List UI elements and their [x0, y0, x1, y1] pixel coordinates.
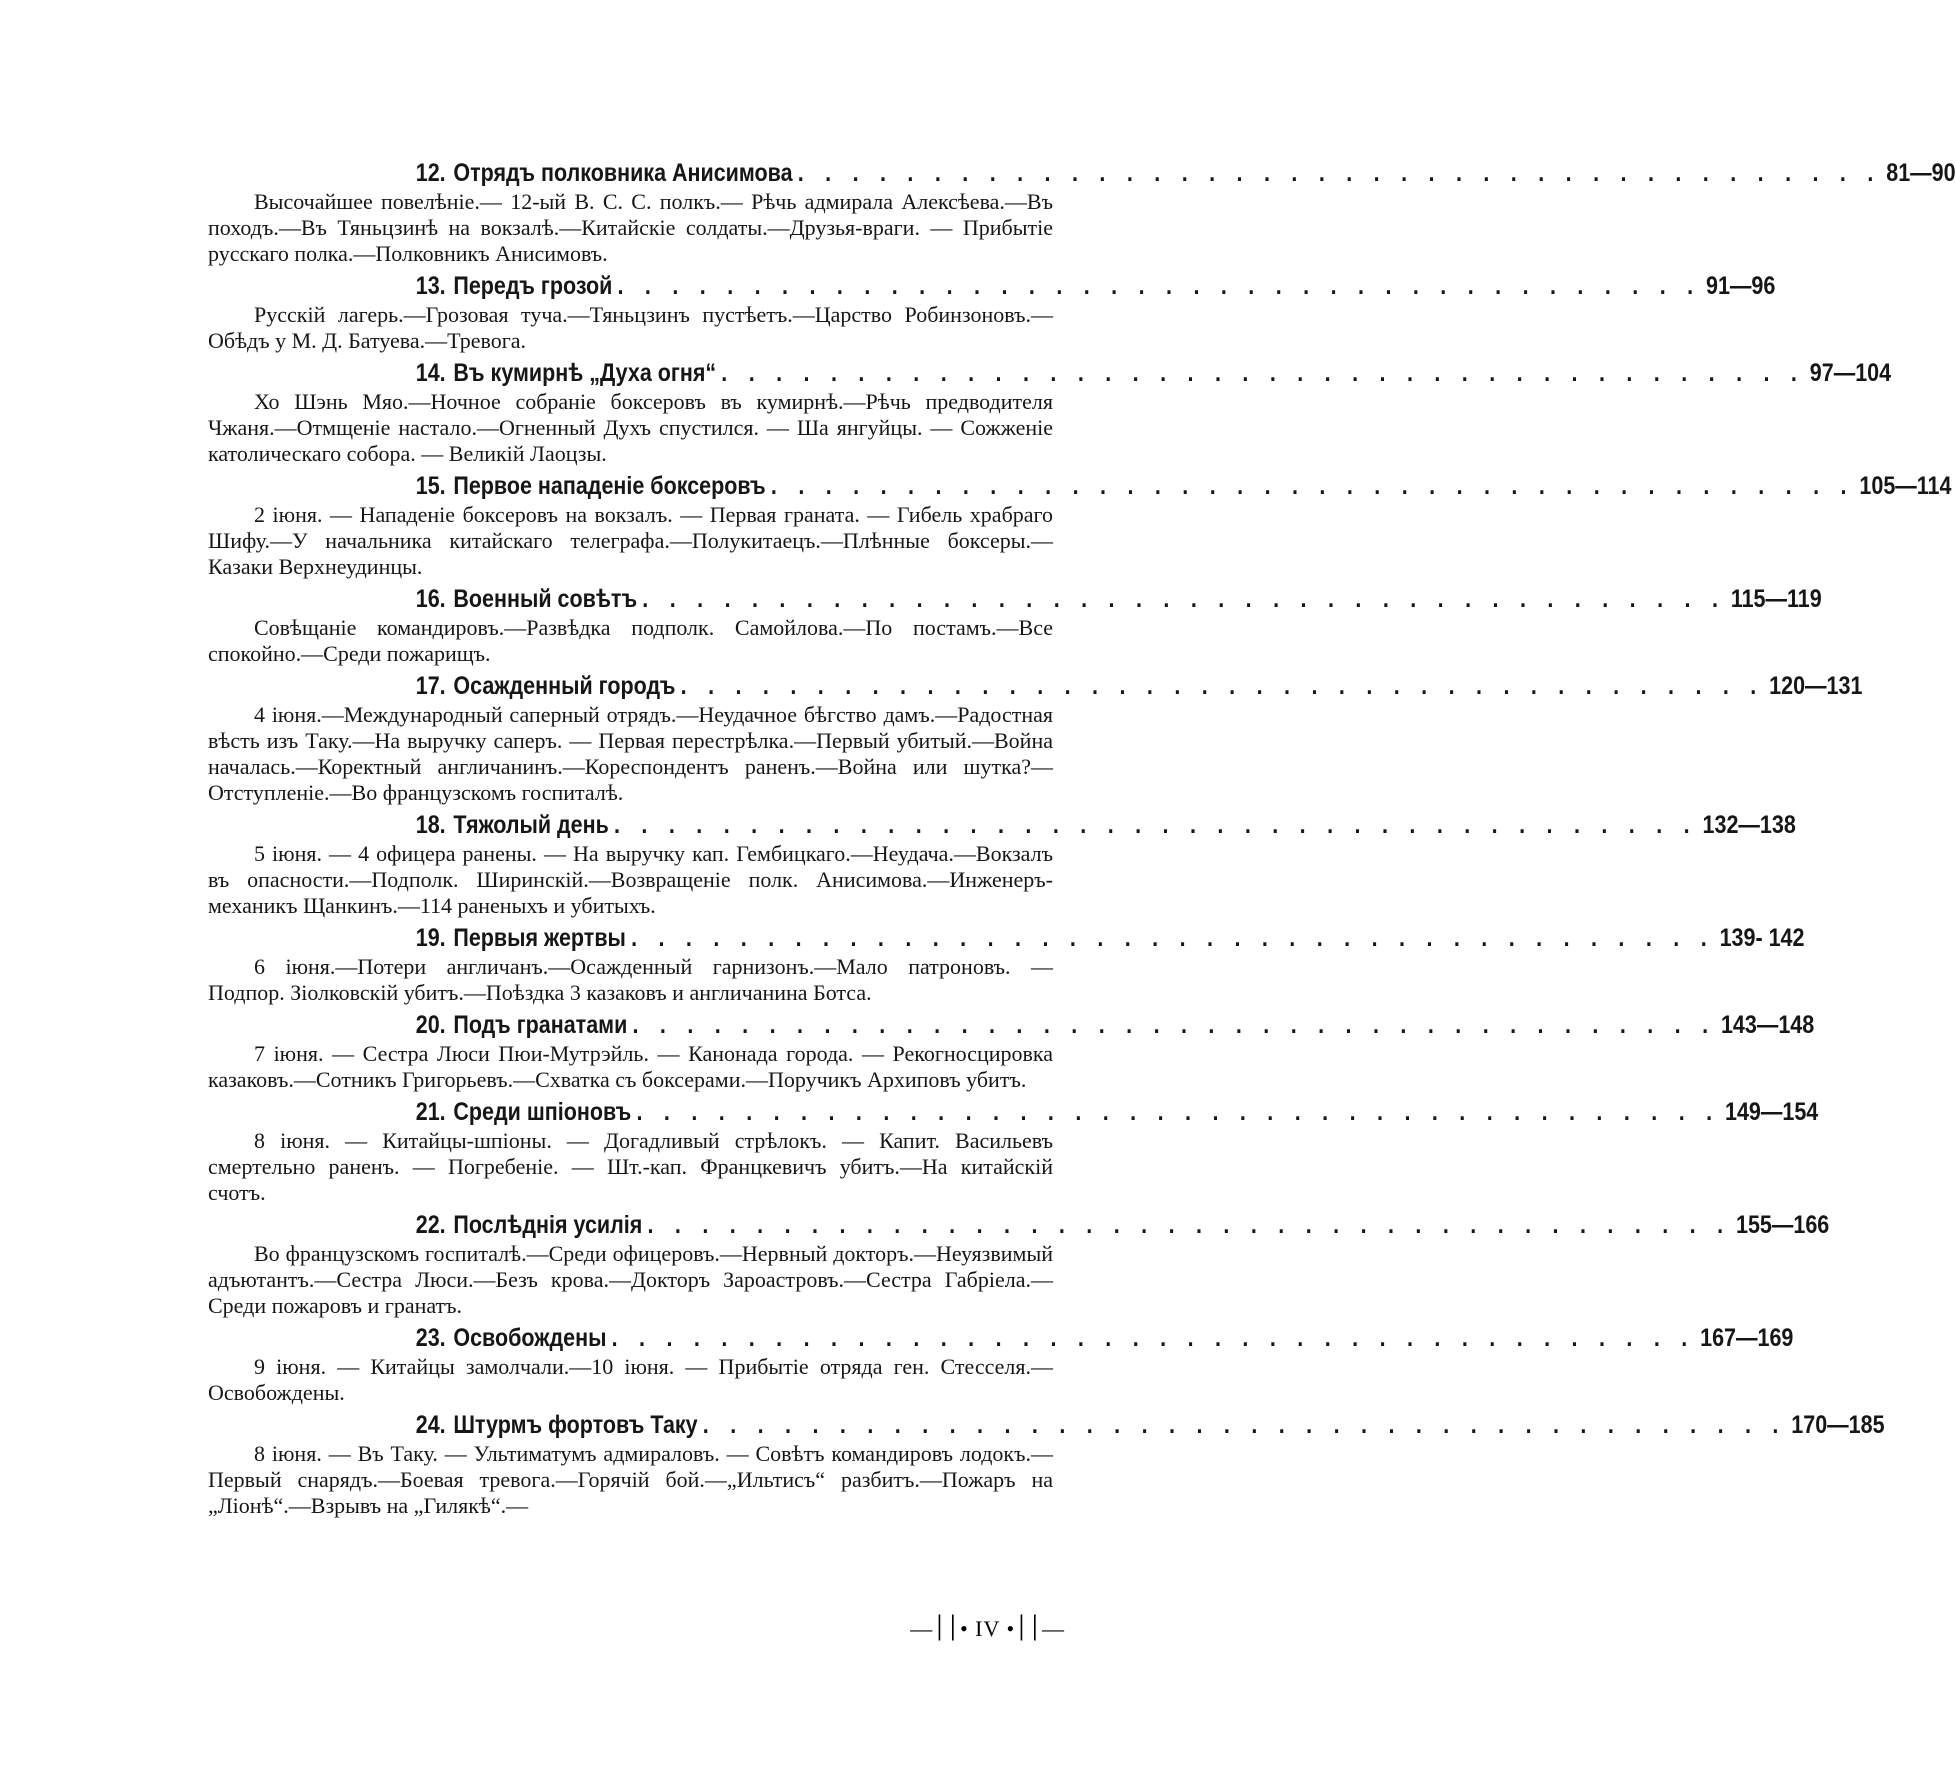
chapter-pages: 120—131 [1769, 672, 1863, 700]
chapter-summary: 8 іюня. — Китайцы-шпіоны. — Догадливый стрѣлокъ. — Капит. Васильевъ смертельно раненъ. — Погребеніе. — Шт.-кап. Францкевичъ убитъ.—На китайскій счотъ. [208, 1128, 1053, 1205]
chapter-number: 20. [415, 1011, 446, 1039]
chapter-summary: 6 іюня.—Потери англичанъ.—Осажденный гарнизонъ.—Мало патроновъ. — Подпор. Зіолковскій убитъ.—Поѣздка 3 казаковъ и англичанина Ботса. [208, 954, 1053, 1005]
chapter-pages: 132—138 [1702, 811, 1796, 839]
chapter-pages: 115—119 [1730, 585, 1822, 613]
chapter-number: 24. [415, 1411, 446, 1439]
chapter-pages: 167—169 [1700, 1324, 1794, 1352]
chapter-number: 19. [415, 924, 446, 952]
dot-leader: . . . . . . . . . . . . . . . . . . . . . . . . . . . . . . . . . . . . . . . . [636, 1098, 1720, 1126]
chapter-title: Послѣднія усилія [453, 1211, 643, 1239]
chapter-summary: 2 іюня. — Нападеніе боксеровъ на вокзалъ. — Первая граната. — Гибель храбраго Шифу.—У начальника китайскаго телеграфа.—Полукитаецъ.—Плѣнные боксеры.—Казаки Верхнеудинцы. [208, 502, 1053, 579]
dot-leader: . . . . . . . . . . . . . . . . . . . . . . . . . . . . . . . . . . . . . . . . [721, 359, 1805, 387]
chapter-heading [326, 584, 1822, 615]
chapter-pages: 149—154 [1725, 1098, 1819, 1126]
chapter-number: 23. [415, 1324, 446, 1352]
chapter-title: Военный совѣтъ [453, 585, 638, 613]
chapter-heading [326, 271, 1776, 302]
chapter-title: Освобождены [453, 1324, 607, 1352]
dot-leader: . . . . . . . . . . . . . . . . . . . . . . . . . . . . . . . . . . . . . . . . [702, 1411, 1787, 1439]
dot-leader: . . . . . . . . . . . . . . . . . . . . . . . . . . . . . . . . . . . . . . . . [611, 1324, 1695, 1352]
chapter-heading [326, 358, 1892, 389]
chapter-heading [326, 1210, 1830, 1241]
toc-entry-15 [208, 471, 1952, 580]
chapter-pages: 97—104 [1809, 359, 1892, 387]
chapter-number: 17. [415, 672, 446, 700]
chapter-title: Отрядъ полковника Анисимова [453, 159, 793, 187]
dot-leader: . . . . . . . . . . . . . . . . . . . . . . . . . . . . . . . . . . . . . . . . [642, 585, 1726, 613]
toc-entry-12 [208, 158, 1956, 267]
chapter-pages: 105—114 [1859, 472, 1952, 500]
chapter-number: 12. [415, 159, 446, 187]
chapter-summary: Совѣщаніе командировъ.—Развѣдка подполк. Самойлова.—По постамъ.—Все спокойно.—Среди пожарищъ. [208, 615, 1053, 666]
chapter-heading [326, 158, 1956, 189]
toc-entry-20 [208, 1010, 1815, 1093]
chapter-number: 16. [415, 585, 446, 613]
chapter-number: 22. [415, 1211, 446, 1239]
toc-entry-14 [208, 358, 1892, 467]
chapter-summary: 5 іюня. — 4 офицера ранены. — На выручку кап. Гембицкаго.—Неудача.—Вокзалъ въ опасности.—Подполк. Ширинскій.—Возвращеніе полк. Анисимова.—Инженеръ-механикъ Щанкинъ.—114 раненыхъ и убитыхъ. [208, 841, 1053, 918]
chapter-number: 21. [415, 1098, 446, 1126]
chapter-title: Передъ грозой [453, 272, 613, 300]
chapter-summary: 4 іюня.—Международный саперный отрядъ.—Неудачное бѣгство дамъ.—Радостная вѣсть изъ Таку.—На выручку саперъ. — Первая перестрѣлка.—Первый убитый.—Война началась.—Коректный англичанинъ.—Кореспондентъ раненъ.—Война или шутка?—Отступленіе.—Во французскомъ госпиталѣ. [208, 702, 1053, 805]
chapter-summary: 7 іюня. — Сестра Люси Пюи-Мутрэйль. — Канонада города. — Рекогносцировка казаковъ.—Сотникъ Григорьевъ.—Схватка съ боксерами.—Поручикъ Архиповъ убитъ. [208, 1041, 1053, 1092]
chapter-number: 13. [415, 272, 446, 300]
toc-entry-18 [208, 810, 1796, 919]
chapter-heading [326, 671, 1863, 702]
chapter-title: Первыя жертвы [453, 924, 626, 952]
chapter-number: 14. [415, 359, 446, 387]
chapter-pages: 139- 142 [1719, 924, 1805, 952]
dot-leader: . . . . . . . . . . . . . . . . . . . . . . . . . . . . . . . . . . . . . . . . [617, 272, 1701, 300]
chapter-number: 15. [415, 472, 446, 500]
chapter-title: Штурмъ фортовъ Таку [453, 1411, 698, 1439]
dot-leader: . . . . . . . . . . . . . . . . . . . . . . . . . . . . . . . . . . . . . . . . [770, 472, 1855, 500]
dot-leader: . . . . . . . . . . . . . . . . . . . . . . . . . . . . . . . . . . . . . . . . [631, 924, 1715, 952]
chapter-heading [326, 923, 1805, 954]
dot-leader: . . . . . . . . . . . . . . . . . . . . . . . . . . . . . . . . . . . . . . . . [632, 1011, 1716, 1039]
dot-leader: . . . . . . . . . . . . . . . . . . . . . . . . . . . . . . . . . . . . . . . . [680, 672, 1765, 700]
chapter-number: 18. [415, 811, 446, 839]
chapter-title: Осажденный городъ [453, 672, 676, 700]
toc-entry-17 [208, 671, 1863, 806]
chapter-heading [326, 1410, 1885, 1441]
toc-entry-13 [208, 271, 1776, 354]
chapter-summary: Во французскомъ госпиталѣ.—Среди офицеровъ.—Нервный докторъ.—Неуязвимый адъютантъ.—Сестра Люси.—Безъ крова.—Докторъ Зароастровъ.—Сестра Габріела.—Среди пожаровъ и гранатъ. [208, 1241, 1053, 1318]
chapter-pages: 170—185 [1791, 1411, 1885, 1439]
chapter-heading [326, 1097, 1819, 1128]
chapter-summary: 9 іюня. — Китайцы замолчали.—10 іюня. — Прибытіе отряда ген. Стесселя.—Освобождены. [208, 1354, 1053, 1405]
dot-leader: . . . . . . . . . . . . . . . . . . . . . . . . . . . . . . . . . . . . . . . . [647, 1211, 1731, 1239]
toc-entry-24 [208, 1410, 1885, 1519]
dot-leader: . . . . . . . . . . . . . . . . . . . . . . . . . . . . . . . . . . . . . . . . [797, 159, 1882, 187]
chapter-title: Тяжолый день [453, 811, 609, 839]
toc-entry-19 [208, 923, 1805, 1006]
toc-entry-16 [208, 584, 1822, 667]
chapter-heading [326, 1323, 1794, 1354]
chapter-pages: 143—148 [1720, 1011, 1815, 1039]
page-number: —׀׀• IV •׀׀— [910, 1616, 1065, 1641]
chapter-heading [326, 810, 1796, 841]
chapter-heading [326, 471, 1952, 502]
chapter-pages: 91—96 [1706, 272, 1776, 300]
chapter-title: Первое нападеніе боксеровъ [453, 472, 766, 500]
chapter-title: Подъ гранатами [453, 1011, 628, 1039]
chapter-summary: Высочайшее повелѣніе.— 12-ый В. С. С. полкъ.— Рѣчь адмирала Алексѣева.—Въ походъ.—Въ Тяньцзинѣ на вокзалѣ.—Китайскіе солдаты.—Друзья-враги. — Прибытіе русскаго полка.—Полковникъ Анисимовъ. [208, 189, 1053, 266]
table-of-contents [208, 158, 1956, 1523]
chapter-heading [326, 1010, 1815, 1041]
chapter-pages: 155—166 [1735, 1211, 1830, 1239]
chapter-pages: 81—90 [1886, 159, 1956, 187]
toc-entry-22 [208, 1210, 1830, 1319]
chapter-summary: Русскій лагерь.—Грозовая туча.—Тяньцзинъ пустѣетъ.—Царство Робинзоновъ.—Обѣдъ у М. Д. Батуева.—Тревога. [208, 302, 1053, 353]
dot-leader: . . . . . . . . . . . . . . . . . . . . . . . . . . . . . . . . . . . . . . . . [614, 811, 1698, 839]
chapter-title: Среди шпіоновъ [453, 1098, 632, 1126]
chapter-summary: Хо Шэнь Мяо.—Ночное собраніе боксеровъ въ кумирнѣ.—Рѣчь предводителя Чжаня.—Отмщеніе настало.—Огненный Духъ спустился. — Ша янгуйцы. — Сожженіе католическаго собора. — Великій Лаоцзы. [208, 389, 1053, 466]
chapter-summary: 8 іюня. — Въ Таку. — Ультиматумъ адмираловъ. — Совѣтъ командировъ лодокъ.—Первый снарядъ.—Боевая тревога.—Горячій бой.—„Ильтисъ“ разбитъ.—Пожаръ на „Ліонѣ“.—Взрывъ на „Гилякѣ“.— [208, 1441, 1053, 1518]
toc-entry-23 [208, 1323, 1794, 1406]
toc-entry-21 [208, 1097, 1819, 1206]
chapter-title: Въ кумирнѣ „Духа огня“ [453, 359, 717, 387]
